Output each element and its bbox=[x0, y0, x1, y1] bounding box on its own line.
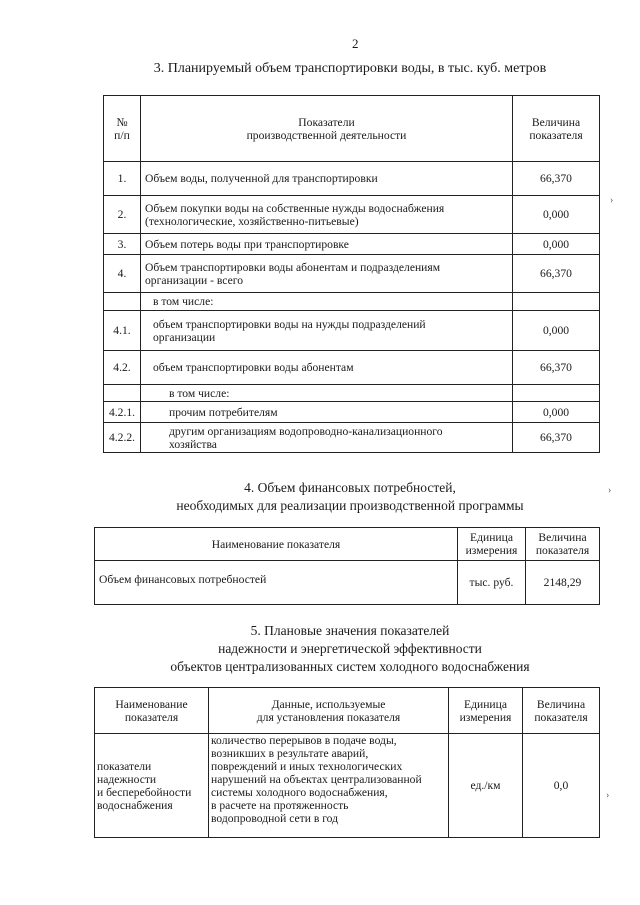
row-data-line: возникших в результате аварий, bbox=[211, 747, 369, 760]
page-number: 2 bbox=[352, 36, 359, 51]
row-value: 0,0 bbox=[523, 734, 600, 838]
header-value-line1: Величина bbox=[531, 115, 581, 129]
header-num-line2: п/п bbox=[114, 128, 130, 142]
row-data-line: нарушений на объектах централизованной bbox=[211, 773, 422, 786]
row-value: 66,370 bbox=[513, 255, 600, 293]
row-label-line2: хозяйства bbox=[169, 437, 217, 451]
row-num: 4.1. bbox=[104, 311, 141, 351]
row-num bbox=[104, 385, 141, 402]
header-data-line1: Данные, используемые bbox=[271, 697, 386, 711]
table-header-row bbox=[95, 688, 600, 734]
header-num bbox=[104, 96, 141, 162]
row-name: Объем финансовых потребностей bbox=[95, 561, 458, 605]
row-label bbox=[141, 255, 513, 293]
row-data bbox=[209, 734, 449, 838]
header-unit-line2: измерения bbox=[465, 544, 518, 557]
header-name-line2: показателя bbox=[124, 710, 179, 724]
row-name bbox=[95, 734, 209, 838]
table-row bbox=[104, 234, 600, 255]
table-header-row bbox=[104, 96, 600, 162]
header-value bbox=[513, 96, 600, 162]
row-label bbox=[141, 311, 513, 351]
row-value: 0,000 bbox=[513, 196, 600, 234]
header-value bbox=[526, 528, 600, 561]
row-value: 66,370 bbox=[513, 162, 600, 196]
header-unit-line1: Единица bbox=[464, 697, 507, 711]
header-value-line2: показателя bbox=[529, 128, 583, 142]
header-unit bbox=[449, 688, 523, 734]
row-value bbox=[513, 293, 600, 311]
row-value bbox=[513, 385, 600, 402]
row-num: 4.2. bbox=[104, 351, 141, 385]
scan-mark: › bbox=[610, 195, 614, 206]
row-label-line1: Объем потерь воды при транспортировке bbox=[145, 237, 349, 251]
row-data-line: в расчете на протяженность bbox=[211, 799, 349, 812]
header-num-line1: № bbox=[116, 115, 128, 129]
row-num: 4.2.1. bbox=[104, 402, 141, 423]
section5-title-line1: 5. Плановые значения показателей bbox=[250, 623, 450, 638]
row-data-line: повреждений и иных технологических bbox=[211, 760, 403, 773]
section5-title-line3: объектов централизованных систем холодного водоснабжения bbox=[170, 659, 530, 674]
row-label bbox=[141, 385, 513, 402]
row-data-line: водопроводной сети в год bbox=[211, 812, 339, 825]
row-value: 66,370 bbox=[513, 351, 600, 385]
table-row bbox=[104, 351, 600, 385]
section5-title bbox=[100, 622, 600, 676]
row-data-line: системы холодного водоснабжения, bbox=[211, 786, 388, 799]
section3-title-text: 3. Планируемый объем транспортировки воды, в тыс. куб. метров bbox=[153, 61, 547, 76]
row-label-line1: в том числе: bbox=[169, 386, 230, 400]
row-num bbox=[104, 293, 141, 311]
row-label bbox=[141, 402, 513, 423]
section4-title-line1: 4. Объем финансовых потребностей, bbox=[244, 480, 456, 495]
row-label-line1: объем транспортировки воды абонентам bbox=[153, 361, 354, 374]
row-label-line1: в том числе: bbox=[153, 295, 214, 308]
row-label-line1: Объем транспортировки воды абонентам и подразделениям bbox=[145, 260, 441, 274]
row-value: 2148,29 bbox=[526, 561, 600, 605]
row-num: 4. bbox=[104, 255, 141, 293]
row-label-line2: организации bbox=[153, 330, 216, 344]
section3-title bbox=[100, 60, 600, 78]
header-name: Наименование показателя bbox=[95, 528, 458, 561]
row-num: 3. bbox=[104, 234, 141, 255]
header-unit bbox=[458, 528, 526, 561]
row-label-line1: Объем воды, полученной для транспортировки bbox=[145, 172, 378, 185]
row-value: 66,370 bbox=[513, 423, 600, 453]
row-unit: тыс. руб. bbox=[458, 561, 526, 605]
row-label-line1: Объем покупки воды на собственные нужды водоснабжения bbox=[145, 201, 445, 215]
table-header-row bbox=[95, 528, 600, 561]
header-value-line1: Величина bbox=[538, 531, 587, 544]
row-name-line: надежности bbox=[97, 772, 157, 786]
row-num: 2. bbox=[104, 196, 141, 234]
table-row bbox=[95, 734, 600, 838]
row-label-line1: прочим потребителям bbox=[169, 405, 278, 419]
table-row bbox=[104, 162, 600, 196]
section4-title bbox=[100, 479, 600, 515]
row-label-line2: организации - всего bbox=[145, 273, 244, 287]
header-value-line2: показателя bbox=[535, 544, 590, 557]
row-num: 1. bbox=[104, 162, 141, 196]
section5-title-line2: надежности и энергетической эффективности bbox=[218, 641, 482, 656]
table-row-subheading bbox=[104, 293, 600, 311]
row-label-line1: другим организациям водопроводно-канализационного bbox=[169, 424, 443, 438]
header-value-line1: Величина bbox=[536, 697, 586, 711]
row-label-line2: (технологические, хозяйственно-питьевые) bbox=[145, 214, 359, 228]
row-label bbox=[141, 423, 513, 453]
financial-needs-table bbox=[94, 527, 600, 605]
row-label bbox=[141, 234, 513, 255]
row-value: 0,000 bbox=[513, 311, 600, 351]
header-value-line2: показателя bbox=[534, 710, 588, 724]
row-unit: ед./км bbox=[449, 734, 523, 838]
scan-mark: › bbox=[608, 485, 612, 496]
reliability-table bbox=[94, 687, 600, 838]
row-label bbox=[141, 196, 513, 234]
row-name-line: показатели bbox=[97, 759, 152, 773]
header-name bbox=[95, 688, 209, 734]
header-indicator-line1: Показатели bbox=[298, 115, 355, 129]
row-data-line: количество перерывов в подаче воды, bbox=[211, 734, 397, 747]
row-num: 4.2.2. bbox=[104, 423, 141, 453]
header-unit-line1: Единица bbox=[470, 531, 513, 544]
table-row bbox=[104, 196, 600, 234]
table-row-subheading bbox=[104, 385, 600, 402]
transport-volume-table bbox=[103, 95, 600, 453]
header-indicator-line2: производственной деятельности bbox=[246, 128, 407, 142]
table-row bbox=[104, 423, 600, 453]
row-label bbox=[141, 351, 513, 385]
row-value: 0,000 bbox=[513, 402, 600, 423]
header-value bbox=[523, 688, 600, 734]
header-data bbox=[209, 688, 449, 734]
header-data-line2: для установления показателя bbox=[256, 710, 401, 724]
table-row bbox=[104, 402, 600, 423]
row-label bbox=[141, 293, 513, 311]
row-value: 0,000 bbox=[513, 234, 600, 255]
table-row bbox=[95, 561, 600, 605]
header-indicator bbox=[141, 96, 513, 162]
row-name-line: и бесперебойности bbox=[97, 785, 192, 799]
row-name-line: водоснабжения bbox=[97, 798, 173, 812]
table-row bbox=[104, 255, 600, 293]
row-label bbox=[141, 162, 513, 196]
row-label-line1: объем транспортировки воды на нужды подразделений bbox=[153, 317, 426, 331]
section4-title-line2: необходимых для реализации производственной программы bbox=[176, 498, 524, 513]
header-unit-line2: измерения bbox=[459, 710, 512, 724]
table-row bbox=[104, 311, 600, 351]
scan-mark: › bbox=[606, 790, 610, 801]
header-name-line1: Наименование bbox=[115, 697, 188, 711]
